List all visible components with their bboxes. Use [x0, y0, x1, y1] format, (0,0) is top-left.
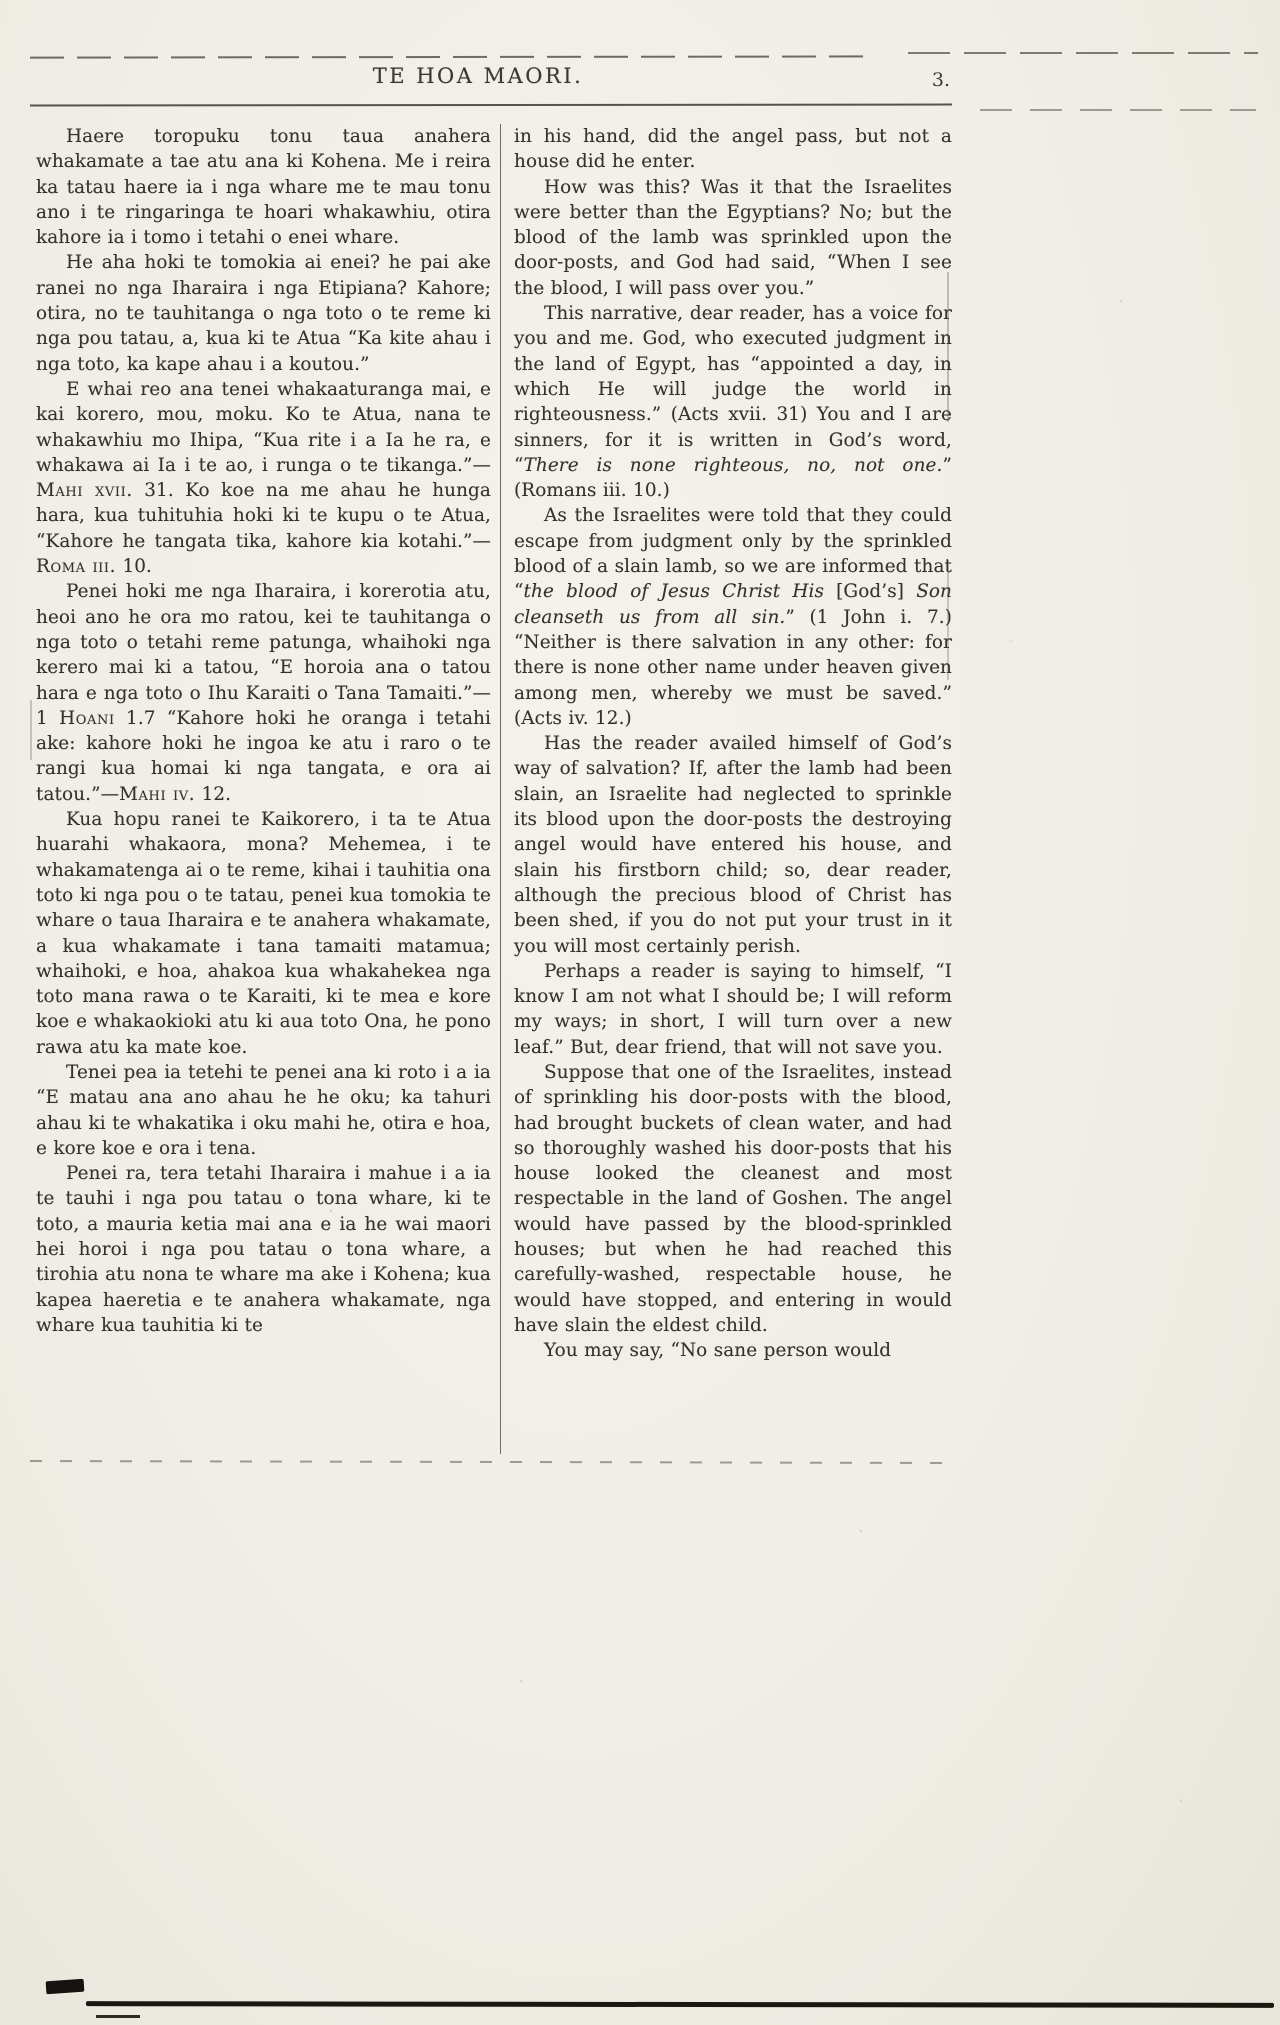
text-segment: Roma iii. [36, 556, 117, 578]
text-segment: Mahi iv. [119, 783, 196, 805]
scan-artifact-header-dash [980, 109, 1256, 111]
scan-artifact-top-dash-left [30, 55, 876, 58]
paragraph [36, 250, 491, 376]
text-segment: E whai reo ana tenei whakaaturanga mai, e kai korero, mou, moku. Ko te Atua, nana te whakawhiu mo Ihipa, “Kua rite i a Ia he ra, e whakawa ai Ia i te ao, i runga o te tikanga.”— [36, 378, 491, 476]
text-segment: As the Israelites were told that they could escape from judgment only by the sprinkled blood of a slain lamb, so we are informed that “ [514, 505, 952, 603]
text-segment: Perhaps a reader is saying to himself, “I know I am not what I should be; I will reform my ways; in short, I will turn over a new leaf.” But, dear friend, that will not save you. [514, 960, 952, 1058]
page-number: 3. [931, 69, 950, 91]
paragraph [36, 1161, 491, 1338]
text-segment: the blood of Jesus Christ His [523, 581, 824, 603]
text-segment: Son cleanseth us from all sin. [514, 581, 953, 628]
text-segment: Penei hoki me nga Iharaira, i korerotia atu, heoi ano he ora mo ratou, kei te tauhitanga o nga toto o tetahi reme patunga, whaihoki nga kerero mai ki a tatou, “E horoia ana o tatou hara e nga toto o Ihu Karaiti o Tana Tamaiti.”—1 [36, 581, 491, 729]
paragraph [514, 175, 952, 301]
paragraph [514, 124, 952, 175]
text-segment: Haere toropuku tonu taua anahera whakamate a tae atu ana ki Kohena. Me i reira ka tatau haere ia i nga whare me te mau tonu ano i te ringaringa te hoari whakawhiu, otira kahore ia i tomo i tetahi o enei whare. [36, 126, 491, 249]
text-segment: ” (Romans iii. 10.) [514, 454, 952, 502]
scan-artifact-top-dash-right [908, 52, 1258, 54]
paragraph [36, 1060, 491, 1161]
paragraph [514, 731, 952, 959]
paragraph [36, 807, 491, 1060]
text-segment: ” (1 John i. 7.) “Neither is there salvation in any other: for there is none other name under heaven given among men, whereby we must be saved.” (Acts iv. 12.) [514, 606, 952, 729]
text-segment: 1.7 “Kahore hoki he oranga i tetahi ake: kahore hoki he ingoa ke atu i raro o te rangi kua homai ki nga tangata, e ora ai tatou.”— [36, 707, 491, 805]
text-segment: You may say, “No sane person would [544, 1340, 892, 1362]
text-segment: [God’s] [824, 581, 917, 603]
text-segment: 10. [116, 556, 153, 578]
scan-artifact-edge [30, 700, 32, 760]
text-segment: Kua hopu ranei te Kaikorero, i ta te Atua huarahi whakaora, mona? Mehemea, i te whakamatenga ai o te reme, kihai i tauhitia ona toto ki nga pou o te tatau, penei kua tomokia te whare o taua Iharaira e te anahera whakamate, a kua whakamate i tana tamaiti matamua; whaihoki, e hoa, ahakoa kua whakahekea nga toto mana rawa o te Karaiti, ki te mea e kore koe e whakaokioki atu ki aua toto Ona, he pono rawa atu ka mate koe. [36, 809, 491, 1058]
text-segment: Hoani [59, 707, 115, 729]
header-rule [30, 104, 952, 107]
paragraph [514, 1060, 952, 1338]
paragraph [514, 1338, 952, 1363]
text-segment: Tenei pea ia tetehi te penei ana ki roto i a ia “E matau ana ano ahau he he oku; ka tahuri ahau ki te whakatika i oku mahi he, otira e hoa, e kore koe e ora i tena. [36, 1061, 491, 1159]
column-divider [500, 124, 501, 1454]
left-column [36, 124, 491, 1338]
text-segment: How was this? Was it that the Israelites were better than the Egyptians? No; but the blood of the lamb was sprinkled upon the door-posts, and God had said, “When I see the blood, I will pass over you.” [514, 176, 952, 299]
scan-artifact-ink-tick [96, 2015, 140, 2018]
text-segment: 12. [195, 783, 232, 805]
right-column [514, 124, 952, 1364]
scan-artifact-ink-line [86, 2001, 1274, 2008]
text-segment: Has the reader availed himself of God’s way of salvation? If, after the lamb had been slain, an Israelite had neglected to sprinkle its blood upon the door-posts the destroying angel would have entered his house, and slain his firstborn child; so, dear reader, although the precious blood of Christ has been shed, if you do not put your trust in it you will most certainly perish. [514, 733, 952, 957]
text-segment: Penei ra, tera tetahi Iharaira i mahue i a ia te tauhi i nga pou tatau o tona whare, ki te toto, a mauria ketia mai ana e ia he wai maori hei horoi i nga pou tatau o tona whare, a tirohia atu nona te whare ma ake i Kohena; kua kapea haeretia e te anahera whakamate, nga whare kua tauhitia ki te [36, 1163, 491, 1336]
paragraph [514, 959, 952, 1060]
scan-artifact-bottom-dash [30, 1460, 948, 1464]
text-segment: Suppose that one of the Israelites, instead of sprinkling his door-posts with the blood, had brought buckets of clean water, and had so thoroughly washed his door-posts that his house looked the cleanest and most respectable in the land of Goshen. The angel would have passed by the blood-sprinkled houses; but when he had reached this carefully-washed, respectable house, he would have stopped, and entering in would have slain the eldest child. [514, 1061, 952, 1336]
scan-artifact-speckles [0, 0, 2, 2]
paragraph [36, 124, 491, 250]
paragraph [514, 301, 952, 503]
text-segment: 31. Ko koe na me ahau he hunga hara, kua tuhituhia hoki ki te kupu o te Atua, “Kahore he tangata tika, kahore kia kotahi.”— [36, 480, 491, 552]
paragraph [36, 377, 491, 579]
scan-artifact-ink-blob [46, 1979, 85, 1995]
paragraph [514, 503, 952, 731]
paragraph [36, 579, 491, 807]
text-segment: He aha hoki te tomokia ai enei? he pai ake ranei no nga Iharaira i nga Etipiana? Kahore; otira, no te tauhitanga o nga toto o te reme ki nga pou tatau, a, kua ki te Atua “Ka kite ahau i nga toto, ka kape ahau i a koutou.” [36, 252, 491, 375]
text-segment: There is none righteous, no, not one. [523, 454, 943, 476]
text-segment: in his hand, did the angel pass, but not a house did he enter. [514, 126, 952, 173]
publication-title: TE HOA MAORI. [372, 64, 584, 88]
article-body [36, 124, 952, 1454]
text-segment: Mahi xvii. [36, 480, 133, 502]
text-segment: This narrative, dear reader, has a voice for you and me. God, who executed judgment in the land of Egypt, has “appointed a day, in which He will judge the world in righteousness.” (Acts xvii. 31) You and I are sinners, for it is written in God’s word, “ [514, 303, 952, 476]
